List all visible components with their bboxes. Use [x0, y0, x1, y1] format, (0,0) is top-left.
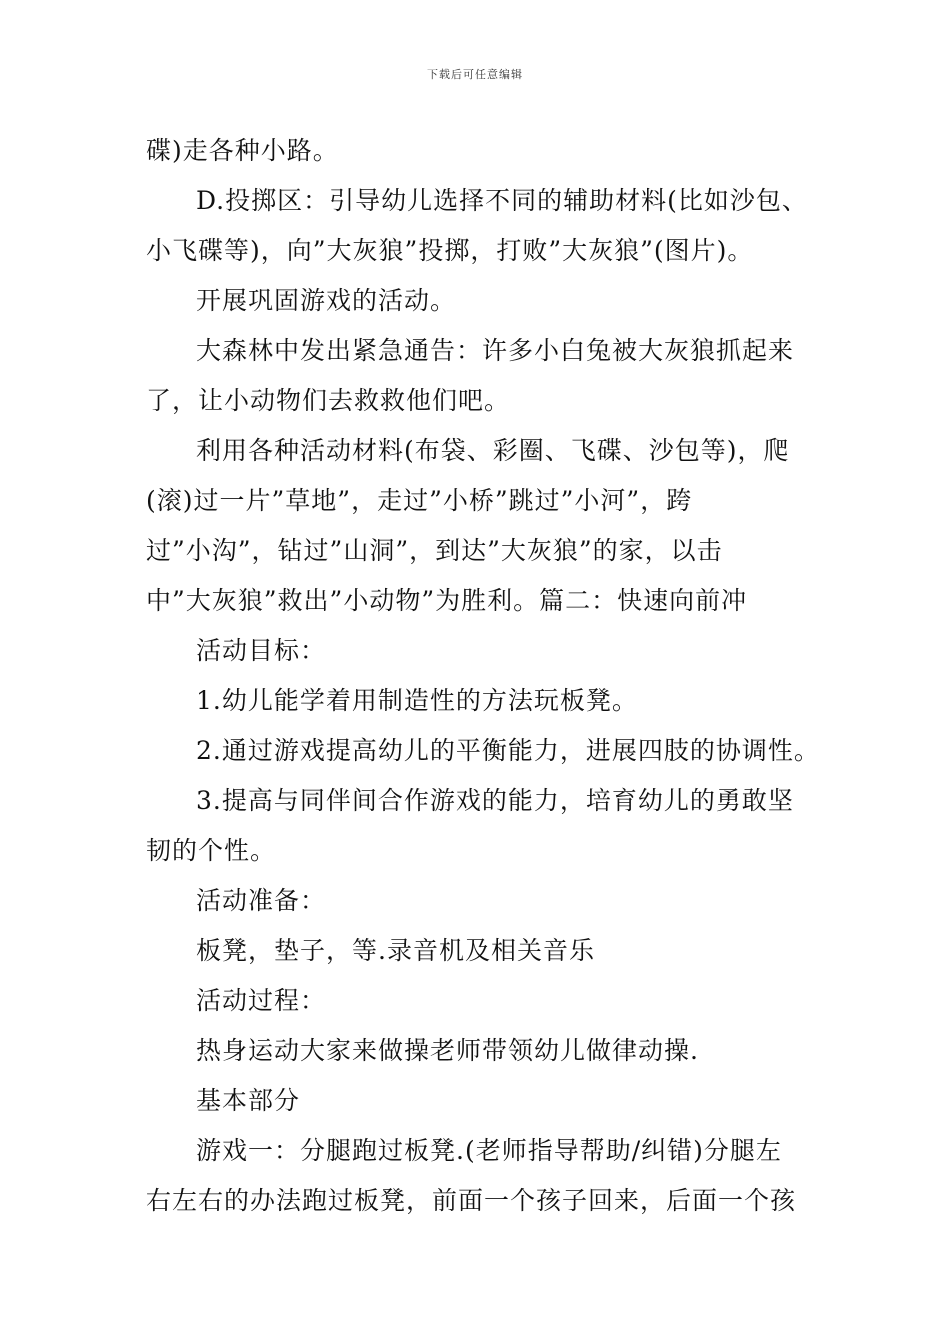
text-line-5: 大森林中发出紧急通告：许多小白兔被大灰狼抓起来 [196, 336, 795, 365]
text-line-13: 2.通过游戏提高幼儿的平衡能力，进展四肢的协调性。 [196, 736, 820, 765]
text-line-19: 热身运动大家来做操老师带领幼儿做律动操. [196, 1036, 699, 1065]
text-line-6: 了，让小动物们去救救他们吧。 [146, 386, 511, 415]
page-header: 下载后可任意编辑 [427, 68, 523, 81]
text-line-17: 板凳，垫子，等.录音机及相关音乐 [196, 936, 595, 965]
text-line-7: 利用各种活动材料(布袋、彩圈、飞碟、沙包等)，爬 [196, 436, 790, 465]
text-line-14: 3.提高与同伴间合作游戏的能力，培育幼儿的勇敢坚 [196, 786, 794, 815]
text-line-4: 开展巩固游戏的活动。 [196, 286, 457, 315]
text-line-12: 1.幼儿能学着用制造性的方法玩板凳。 [196, 686, 638, 715]
document-body [146, 126, 820, 1226]
text-line-11: 活动目标： [196, 636, 327, 665]
text-line-8: (滚)过一片”草地”，走过”小桥”跳过”小河”，跨 [146, 486, 693, 515]
text-line-9: 过”小沟”，钻过”山洞”，到达”大灰狼”的家，以击 [146, 536, 723, 565]
text-line-16: 活动准备： [196, 886, 327, 915]
text-line-2: D.投掷区：引导幼儿选择不同的辅助材料(比如沙包、 [196, 186, 808, 215]
text-line-18: 活动过程： [196, 986, 327, 1015]
text-line-3: 小飞碟等)，向”大灰狼”投掷，打败”大灰狼”(图片)。 [146, 236, 754, 265]
text-line-15: 韧的个性。 [146, 836, 277, 865]
text-line-21: 游戏一：分腿跑过板凳.(老师指导帮助/纠错)分腿左 [196, 1136, 782, 1165]
text-line-20: 基本部分 [196, 1086, 301, 1115]
text-line-1: 碟)走各种小路。 [146, 136, 339, 165]
text-line-22: 右左右的办法跑过板凳，前面一个孩子回来，后面一个孩 [146, 1186, 797, 1215]
text-line-10: 中”大灰狼”救出”小动物”为胜利。篇二：快速向前冲 [146, 586, 748, 615]
